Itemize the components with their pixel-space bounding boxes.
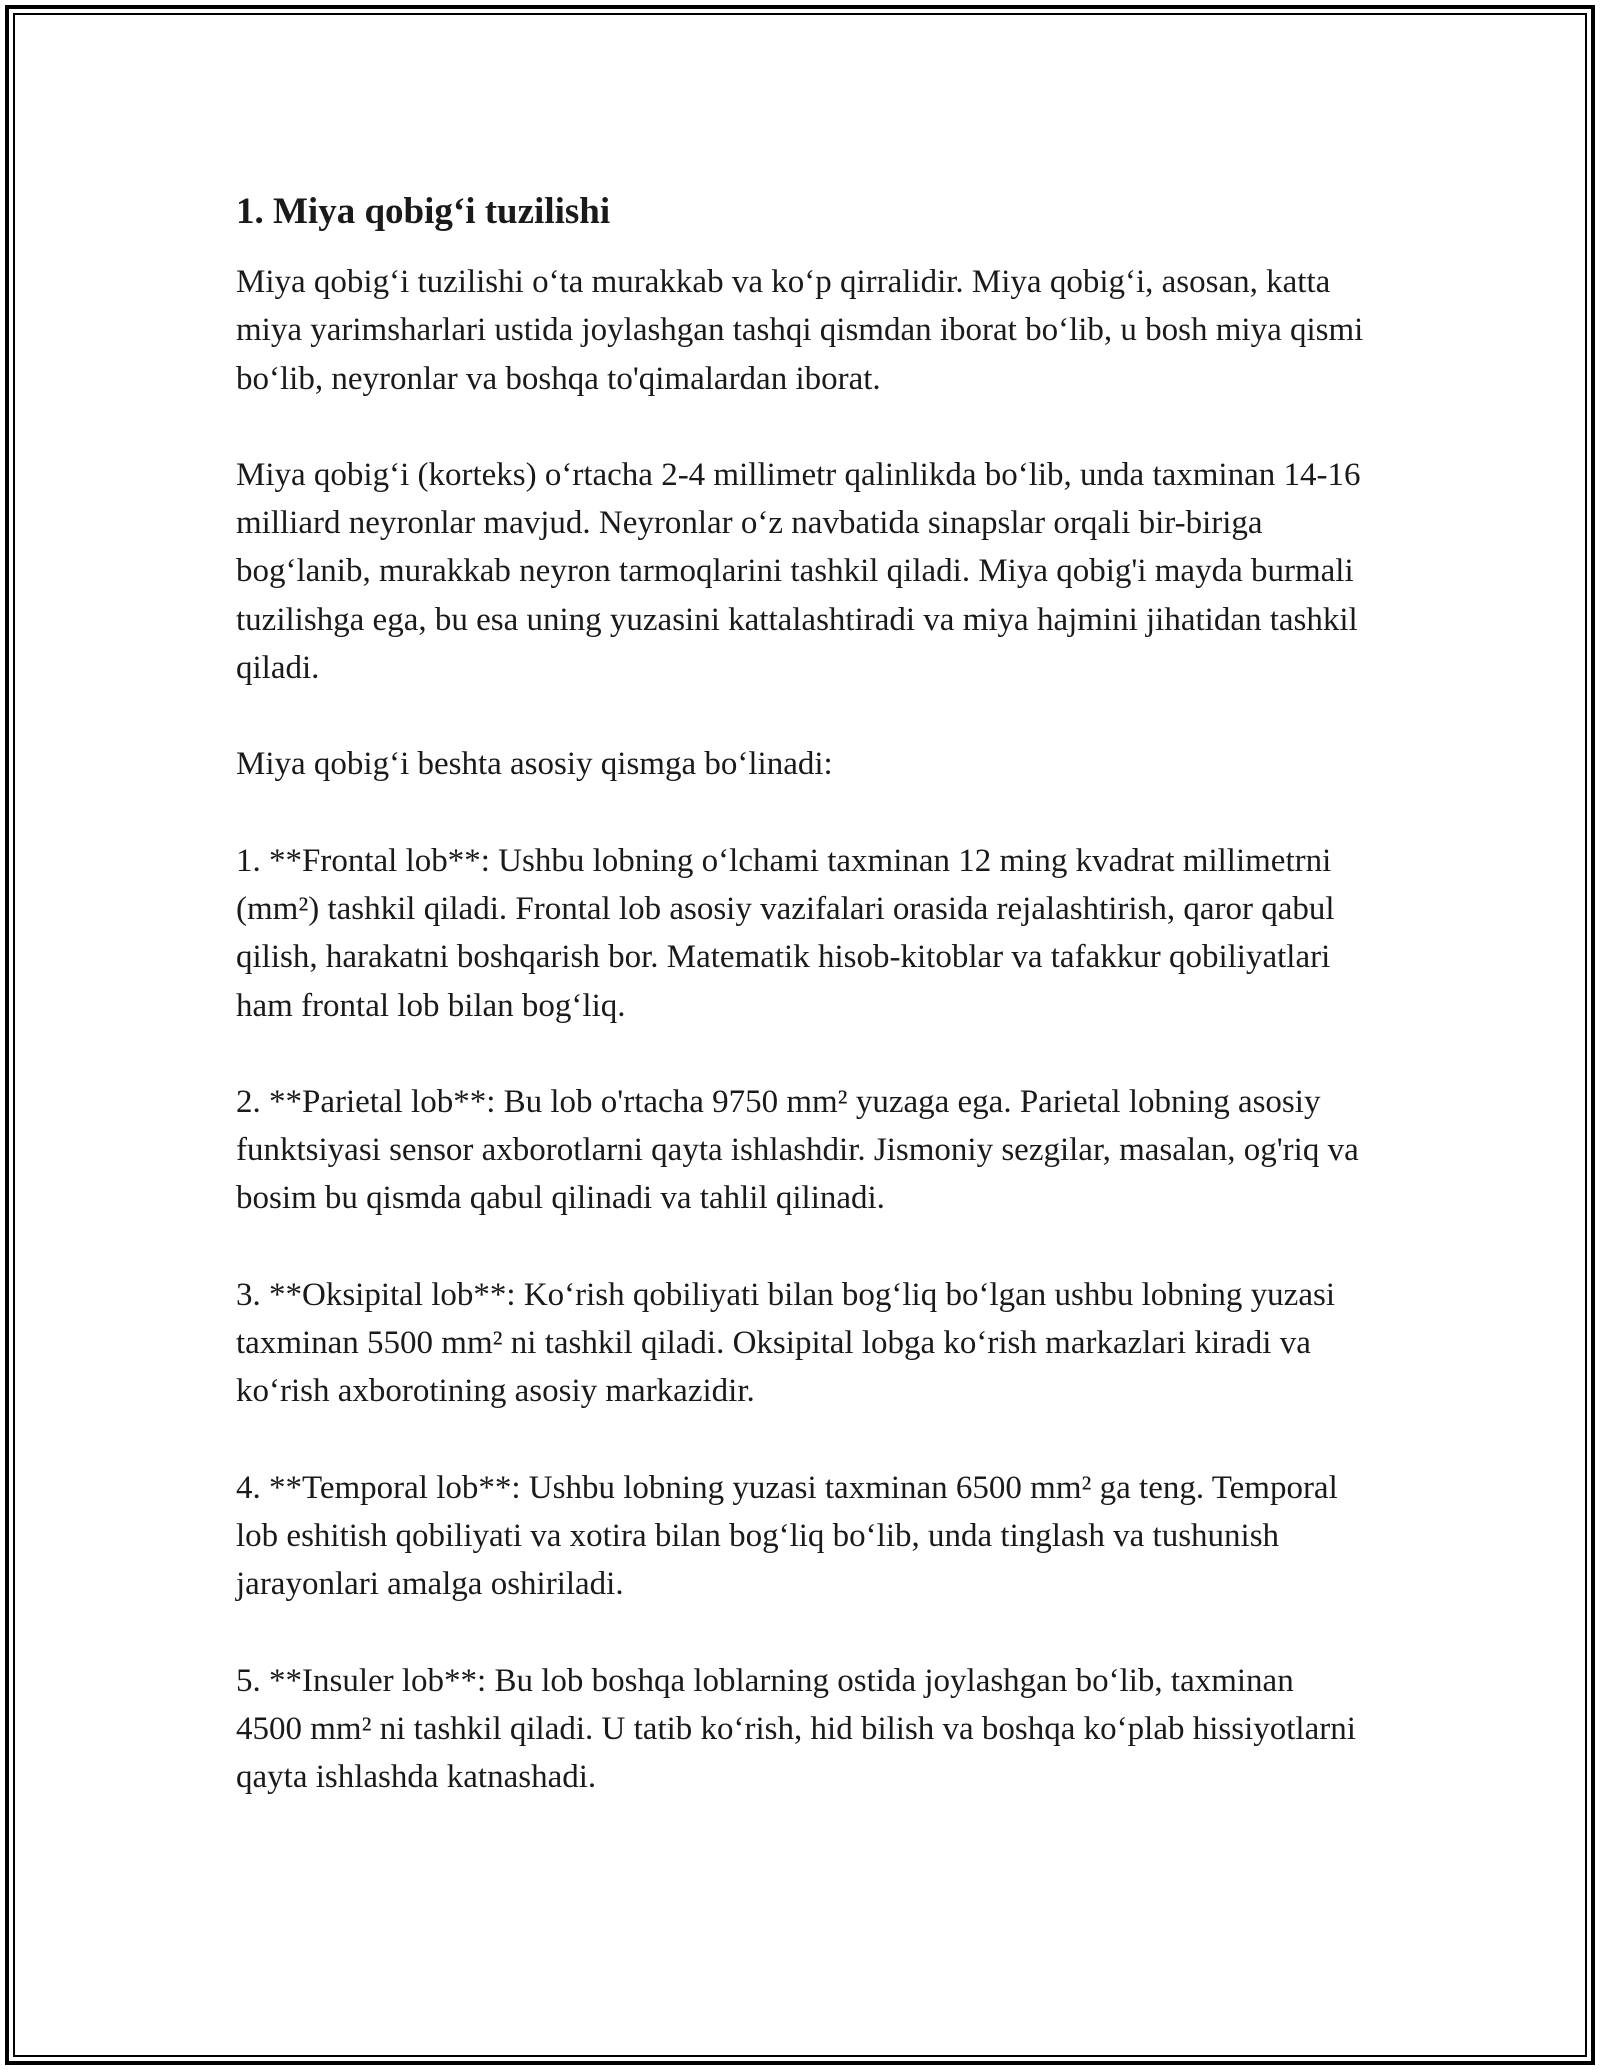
list-item-occipital-lob: 3. **Oksipital lob**: Ko‘rish qobiliyati bilan bog‘liq bo‘lgan ushbu lobning yuzasi taxminan 5500 mm² ni tashkil qiladi. Oksipital lobga ko‘rish markazlari kiradi va ko‘rish axborotining asosiy markazidir. <box>236 1276 1335 1410</box>
paragraph-intro: Miya qobig‘i tuzilishi o‘ta murakkab va ko‘p qirralidir. Miya qobig‘i, asosan, katta miya yarimsharlari ustida joylashgan tashqi qismdan iborat bo‘lib, u bosh miya qismi bo‘lib, neyronlar va boshqa to'qimalardan iborat. <box>236 264 1364 397</box>
list-item-temporal-lob: 4. **Temporal lob**: Ushbu lobning yuzasi taxminan 6500 mm² ga teng. Temporal lob eshitish qobiliyati va xotira bilan bog‘liq bo‘lib, unda tinglash va tushunish jarayonlari amalga oshiriladi. <box>236 1469 1338 1603</box>
paragraph-lobes-intro: Miya qobig‘i beshta asosiy qismga bo‘linadi: <box>236 746 833 783</box>
list-item-insular-lob: 5. **Insuler lob**: Bu lob boshqa loblarning ostida joylashgan bo‘lib, taxminan 4500 mm² ni tashkil qiladi. U tatib ko‘rish, hid bilish va boshqa ko‘plab hissiyotlarni qayta ishlashda katnashadi. <box>236 1662 1356 1796</box>
list-item-frontal-lob: 1. **Frontal lob**: Ushbu lobning o‘lchami taxminan 12 ming kvadrat millimetrni (mm²) tashkil qiladi. Frontal lob asosiy vazifalari orasida rejalashtirish, qaror qabul qilish, harakatni boshqarish bor. Matematik hisob-kitoblar va tafakkur qobiliyatlari ham frontal lob bilan bog‘liq. <box>236 842 1335 1024</box>
document-body <box>236 188 1366 1849</box>
section-heading: 1. Miya qobig‘i tuzilishi <box>236 191 611 232</box>
list-item-parietal-lob: 2. **Parietal lob**: Bu lob o'rtacha 9750 mm² yuzaga ega. Parietal lobning asosiy funktsiyasi sensor axborotlarni qayta ishlashdir. Jismoniy sezgilar, masalan, og'riq va bosim bu qismda qabul qilinadi va tahlil qilinadi. <box>236 1083 1359 1217</box>
paragraph-cortex-details: Miya qobig‘i (korteks) o‘rtacha 2-4 millimetr qalinlikda bo‘lib, unda taxminan 14-16 milliard neyronlar mavjud. Neyronlar o‘z navbatida sinapslar orqali bir-biriga bog‘lanib, murakkab neyron tarmoqlarini tashkil qiladi. Miya qobig'i mayda burmali tuzilishga ega, bu esa uning yuzasini kattalashtiradi va miya hajmini jihatidan tashkil qiladi. <box>236 456 1361 687</box>
